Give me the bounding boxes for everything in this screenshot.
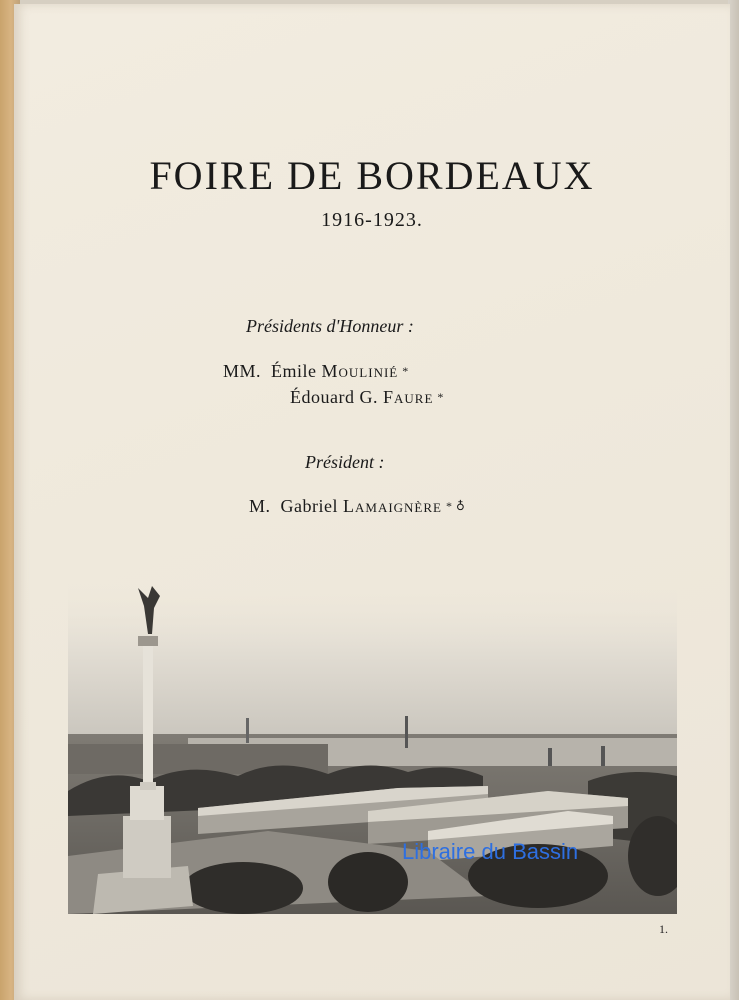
decoration-medal-icon: * ♁	[446, 499, 466, 513]
decoration-star-icon: *	[402, 364, 409, 378]
honorary-president-2-last: Faure	[382, 387, 434, 407]
president-label: Président :	[305, 452, 385, 472]
fairground-with-monument-photo	[68, 576, 677, 914]
page-number: 1.	[659, 922, 668, 936]
honorary-president-2	[290, 387, 444, 408]
president-first: Gabriel	[280, 496, 338, 516]
page-title: FOIRE DE BORDEAUX	[149, 153, 595, 198]
honorary-prefix: MM.	[223, 361, 262, 381]
seller-watermark: Libraire du Bassin	[402, 839, 579, 864]
honorary-president-1-first: Émile	[271, 361, 317, 381]
honorary-presidents-label: Présidents d'Honneur :	[246, 316, 414, 336]
president-prefix: M.	[249, 496, 271, 516]
book-page	[14, 4, 730, 1000]
decoration-star-icon: *	[437, 390, 444, 404]
president-last: Lamaignère	[343, 496, 442, 516]
president-name	[249, 496, 465, 517]
honorary-president-1-last: Moulinié	[321, 361, 399, 381]
year-range: 1916-1923.	[321, 209, 423, 231]
honorary-president-1	[223, 361, 409, 382]
honorary-president-2-first: Édouard G.	[290, 387, 378, 407]
